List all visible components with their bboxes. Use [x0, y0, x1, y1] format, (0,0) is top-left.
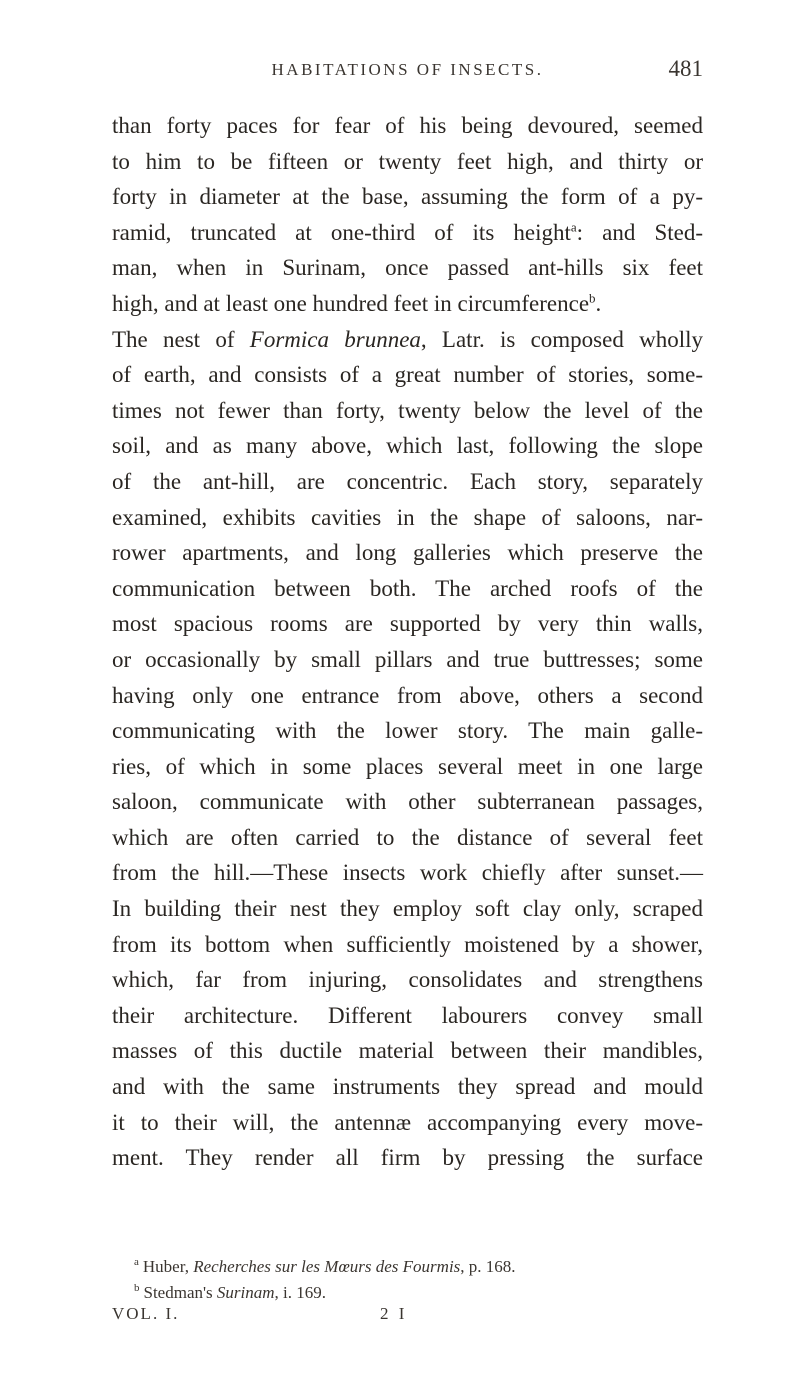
text-line: masses of this ductile material between their mandibles, [112, 1038, 703, 1064]
running-head [112, 56, 703, 90]
text-line: ries, of which in some places several meet in one large [112, 753, 703, 779]
text-line: examined, exhibits cavities in the shape of saloons, nar- [112, 504, 703, 530]
text-line: ment. They render all firm by pressing the surface [112, 1145, 703, 1171]
text-line: communication between both. The arched roofs of the [112, 575, 703, 601]
text-line: which are often carried to the distance of several feet [112, 824, 703, 850]
text-line: forty in diameter at the base, assuming the form of a py- [112, 184, 703, 210]
body-text [112, 108, 703, 1176]
text-line: to him to be fifteen or twenty feet high, and thirty or [112, 148, 703, 174]
text-line: most spacious rooms are supported by very thin walls, [112, 611, 703, 637]
text-line: having only one entrance from above, others a second [112, 682, 703, 708]
note-ref-a: a [570, 219, 577, 235]
text-line: which, far from injuring, consolidates and strengthens [112, 967, 703, 993]
text-line: of the ant-hill, are concentric. Each story, separately [112, 468, 703, 494]
text-line: it to their will, the antennæ accompanying every move- [112, 1109, 703, 1135]
text-line: than forty paces for fear of his being devoured, seemed [112, 113, 703, 138]
text-line: or occasionally by small pillars and true buttresses; some [112, 646, 703, 672]
page-number: 481 [668, 56, 703, 81]
volume-label: VOL. I. [112, 1304, 180, 1323]
text-line: from its bottom when sufficiently moistened by a shower, [112, 931, 703, 957]
text-line: of earth, and consists of a great number of stories, some- [112, 362, 703, 388]
text-line: saloon, communicate with other subterranean passages, [112, 789, 703, 815]
text-line: man, when in Surinam, once passed ant-hills six feet [112, 255, 703, 281]
footnotes [112, 1254, 703, 1306]
note-ref-b: b [589, 290, 596, 306]
text-line: times not fewer than forty, twenty below the level of the [112, 397, 703, 423]
text-line: and with the same instruments they spread and mould [112, 1074, 703, 1100]
running-title: HABITATIONS OF INSECTS. [271, 60, 544, 79]
text-line: rower apartments, and long galleries which preserve the [112, 540, 703, 566]
footnote-a: $^a$ Huber, Recherches sur les Mœurs des Fourmis, p. 168. [134, 1256, 516, 1276]
signature-mark: 2 I [380, 1304, 408, 1323]
footnote-b: $^b$ Stedman's Surinam, i. 169. [134, 1282, 327, 1302]
text-line: In building their nest they employ soft clay only, scraped [112, 896, 703, 922]
text-line: ramid, truncated at one-third of its height$^a$: and Sted- [112, 219, 703, 245]
species-name: Formica brunnea [249, 326, 421, 352]
text-line: high, and at least one hundred feet in circumference$^b$. [112, 290, 602, 316]
text-line: The nest of Formica brunnea, Latr. is composed wholly [112, 326, 703, 352]
text-line: from the hill.—These insects work chiefly after sunset.— [112, 860, 703, 886]
signature-line [112, 1304, 703, 1330]
text-line: communicating with the lower story. The main galle- [112, 718, 703, 744]
text-line: their architecture. Different labourers convey small [112, 1002, 703, 1028]
text-line: soil, and as many above, which last, following the slope [112, 433, 703, 459]
